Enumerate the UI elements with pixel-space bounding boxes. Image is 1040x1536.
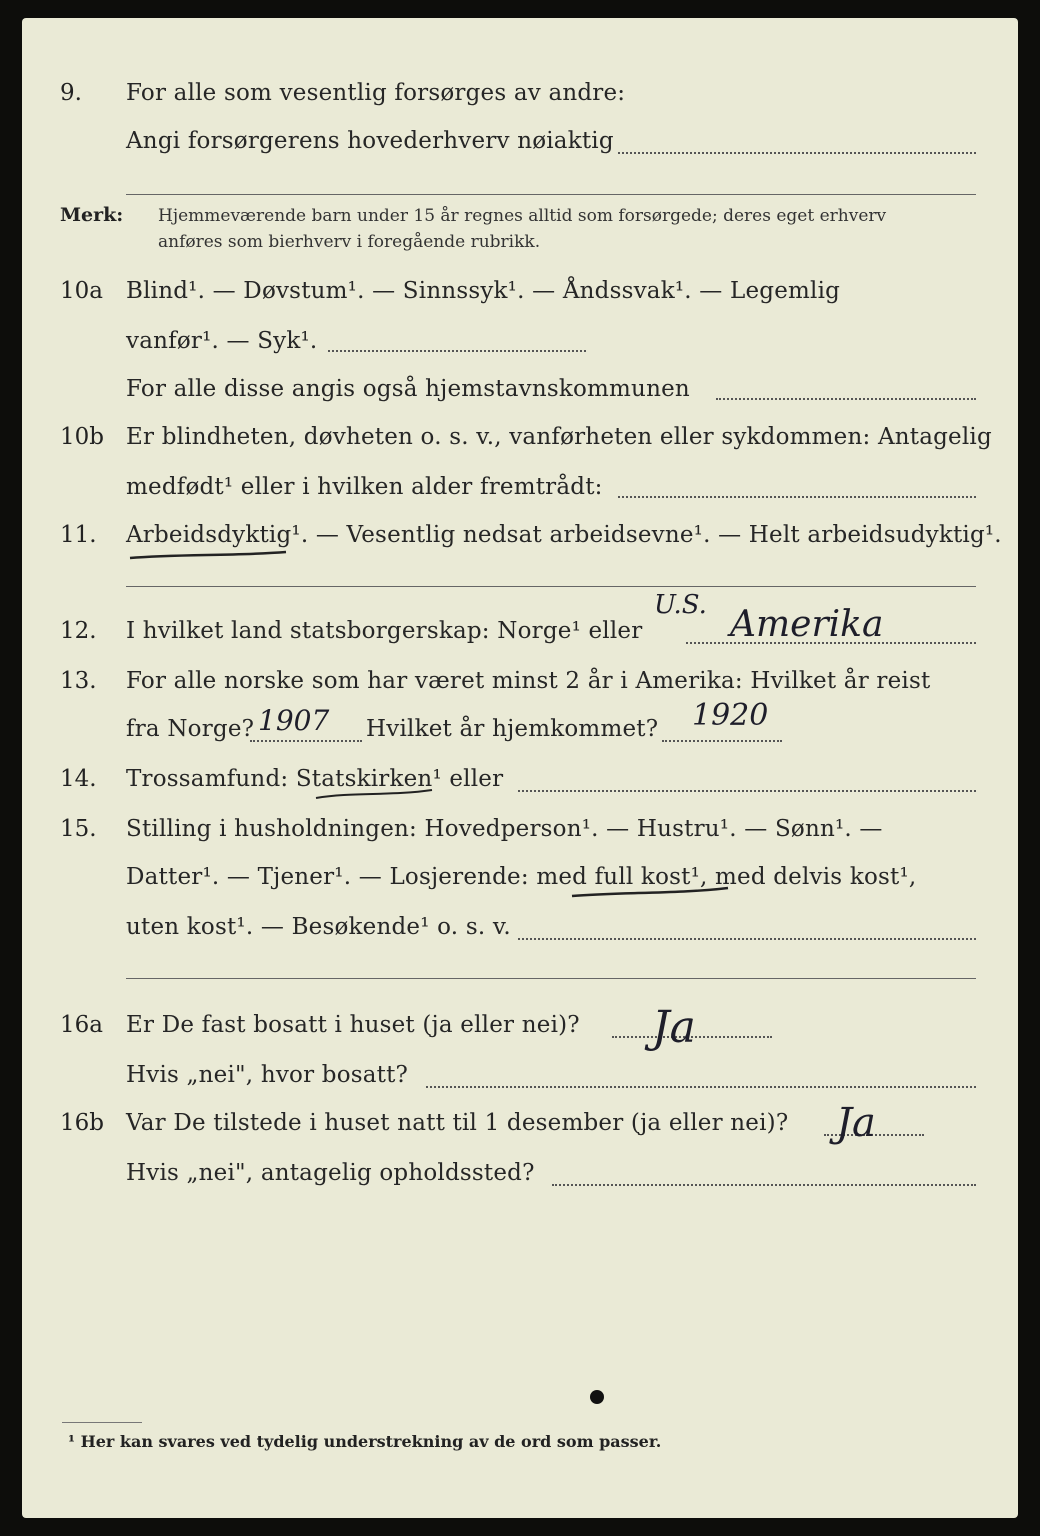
question-16a-line2 xyxy=(22,1058,1018,1098)
answer-line xyxy=(126,586,976,587)
note-text: anføres som bierhverv i foregående rubrikk. xyxy=(158,232,541,252)
answer-line xyxy=(126,194,976,195)
answer-line xyxy=(716,398,976,400)
question-10b xyxy=(22,420,1018,460)
question-number: 9. xyxy=(60,80,82,106)
strikethrough-mark xyxy=(312,786,442,806)
question-number: 15. xyxy=(60,816,97,842)
question-text: Hvis „nei", hvor bosatt? xyxy=(126,1062,409,1088)
question-10a-line3 xyxy=(22,372,1018,412)
question-9-line2 xyxy=(22,124,1018,164)
question-text: Er De fast bosatt i huset (ja eller nei)? xyxy=(126,1012,580,1038)
question-10b-line2 xyxy=(22,470,1018,510)
question-16b-line2 xyxy=(22,1156,1018,1196)
answer-line xyxy=(126,978,976,979)
question-text: For alle disse angis også hjemstavnskommunen xyxy=(126,376,690,402)
question-number: 12. xyxy=(60,618,97,644)
handwritten-answer: 1920 xyxy=(692,698,769,733)
question-text: Arbeidsdyktig¹. — Vesentlig nedsat arbeidsevne¹. — Helt arbeidsudyktig¹. xyxy=(126,522,1002,548)
question-13-line2 xyxy=(22,712,1018,752)
answer-line xyxy=(618,152,976,154)
question-text: Stilling i husholdningen: Hovedperson¹. — Hustru¹. — Sønn¹. — xyxy=(126,816,883,842)
footnote: ¹ Her kan svares ved tydelig understrekning av de ord som passer. xyxy=(68,1432,662,1451)
question-number: 14. xyxy=(60,766,97,792)
question-number: 16a xyxy=(60,1012,103,1038)
answer-line xyxy=(250,740,362,742)
question-10a-line2 xyxy=(22,324,1018,364)
question-text: Hvis „nei", antagelig opholdssted? xyxy=(126,1160,535,1186)
question-number: 10a xyxy=(60,278,103,304)
question-text: medfødt¹ eller i hvilken alder fremtrådt: xyxy=(126,474,603,500)
note-text: Hjemmeværende barn under 15 år regnes alltid som forsørgede; deres eget erhverv xyxy=(158,206,887,226)
question-13 xyxy=(22,664,1018,704)
question-16a xyxy=(22,1008,1018,1048)
question-15-line2 xyxy=(22,860,1018,900)
question-number: 10b xyxy=(60,424,104,450)
question-text: Hvilket år hjemkommet? xyxy=(366,716,659,742)
question-text: vanfør¹. — Syk¹. xyxy=(126,328,318,354)
handwritten-answer: Ja xyxy=(836,1100,876,1146)
handwritten-underline xyxy=(568,884,738,904)
question-text: I hvilket land statsborgerskap: Norge¹ eller xyxy=(126,618,643,644)
answer-line xyxy=(518,938,976,940)
handwritten-answer: U.S. xyxy=(654,590,707,620)
question-text: Trossamfund: Statskirken¹ eller xyxy=(126,766,504,792)
question-text: fra Norge? xyxy=(126,716,255,742)
handwritten-answer: Amerika xyxy=(730,604,884,645)
question-9 xyxy=(22,76,1018,116)
question-text: For alle som vesentlig forsørges av andre: xyxy=(126,80,626,106)
question-14 xyxy=(22,762,1018,802)
answer-line xyxy=(552,1184,976,1186)
answer-line xyxy=(328,350,586,352)
question-text: uten kost¹. — Besøkende¹ o. s. v. xyxy=(126,914,511,940)
ink-dot xyxy=(590,1390,604,1404)
handwritten-underline xyxy=(126,548,306,568)
handwritten-answer: 1907 xyxy=(258,704,330,737)
handwritten-answer: Ja xyxy=(652,1002,696,1053)
question-number: 13. xyxy=(60,668,97,694)
answer-line xyxy=(426,1086,976,1088)
question-number: 16b xyxy=(60,1110,104,1136)
census-form-page xyxy=(22,18,1018,1518)
question-15 xyxy=(22,812,1018,852)
footnote-rule xyxy=(62,1422,142,1423)
question-10a xyxy=(22,274,1018,314)
question-15-line3 xyxy=(22,910,1018,950)
question-text: Angi forsørgerens hovederhverv nøiaktig xyxy=(126,128,614,154)
answer-line xyxy=(618,496,976,498)
answer-line xyxy=(518,790,976,792)
question-number: 11. xyxy=(60,522,97,548)
note-label: Merk: xyxy=(60,204,124,226)
question-text: Datter¹. — Tjener¹. — Losjerende: med full kost¹, med delvis kost¹, xyxy=(126,864,917,890)
question-text: For alle norske som har været minst 2 år i Amerika: Hvilket år reist xyxy=(126,668,931,694)
question-text: Er blindheten, døvheten o. s. v., vanførheten eller sykdommen: Antagelig xyxy=(126,424,992,450)
question-text: Var De tilstede i huset natt til 1 desember (ja eller nei)? xyxy=(126,1110,789,1136)
question-text: Blind¹. — Døvstum¹. — Sinnssyk¹. — Åndssvak¹. — Legemlig xyxy=(126,278,841,304)
answer-line xyxy=(662,740,782,742)
